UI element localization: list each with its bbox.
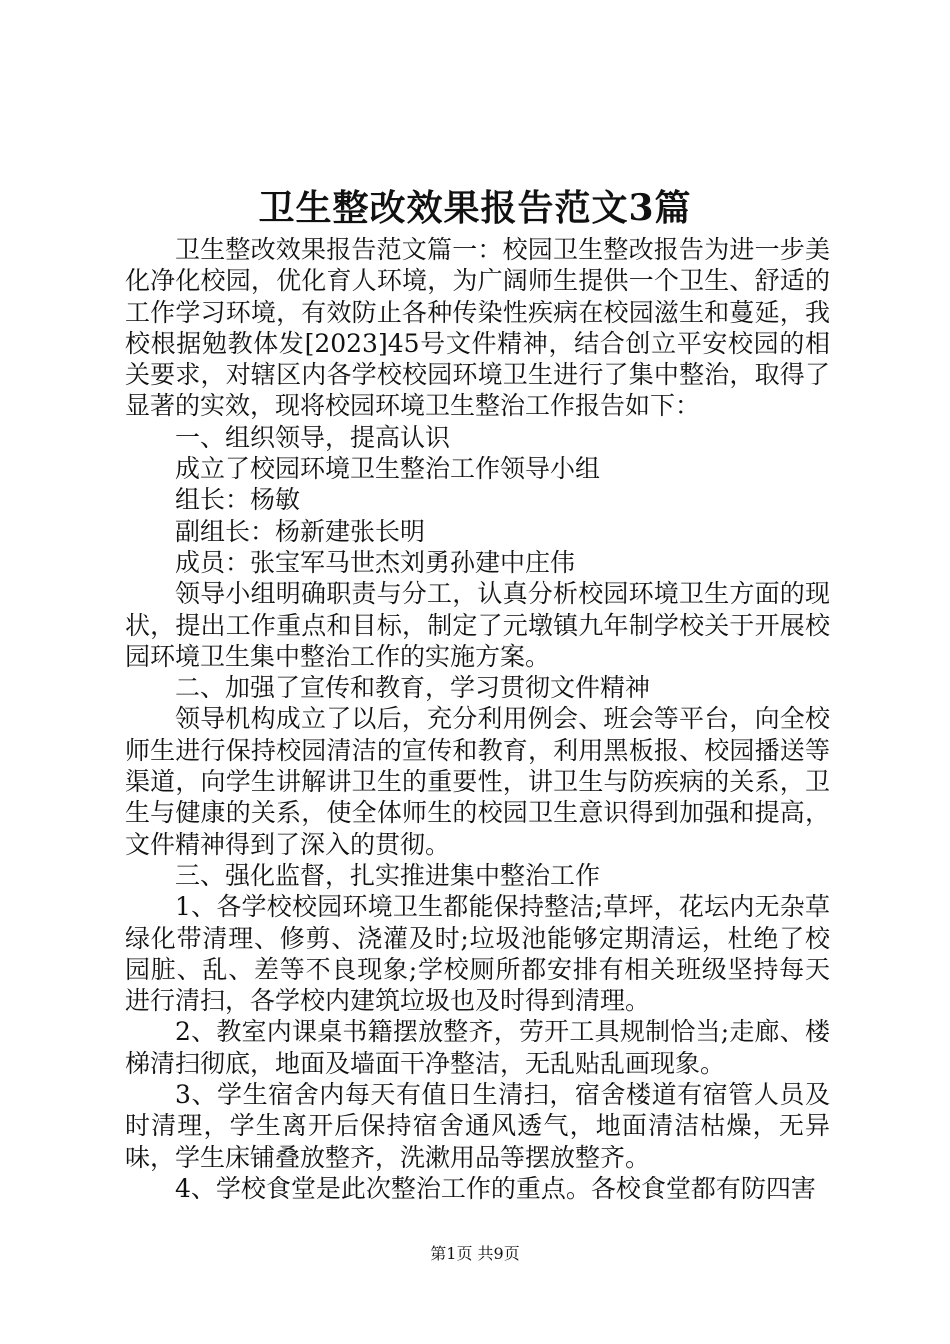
paragraph-item-3: 3、学生宿舍内每天有值日生清扫，宿舍楼道有宿管人员及时清理，学生离开后保持宿舍通风透气，地面清洁枯燥，无异味，学生床铺叠放整齐，洗漱用品等摆放整齐。 <box>125 1080 830 1172</box>
heading-section-2: 二、加强了宣传和教育，学习贯彻文件精神 <box>175 673 651 703</box>
paragraph-deputy-leader: 副组长：杨新建张长明 <box>175 516 426 546</box>
paragraph-publicity: 领导机构成立了以后，充分利用例会、班会等平台，向全校师生进行保持校园清洁的宣传和教育，利用黑板报、校园播送等渠道，向学生讲解讲卫生的重要性，讲卫生与防疾病的关系，卫生与健康的关系，使全体师生的校园卫生意识得到加强和提高，文件精神得到了深入的贯彻。 <box>125 704 830 859</box>
heading-section-1: 一、组织领导，提高认识 <box>175 422 451 452</box>
document-title: 卫生整改效果报告范文3篇 <box>258 187 692 229</box>
page-number-footer: 第1页 共9页 <box>430 1244 520 1263</box>
paragraph-members: 成员：张宝军马世杰刘勇孙建中庄伟 <box>175 547 576 577</box>
document-body <box>125 234 830 1204</box>
paragraph-group-established: 成立了校园环境卫生整治工作领导小组 <box>175 454 601 484</box>
paragraph-intro: 卫生整改效果报告范文篇一：校园卫生整改报告为进一步美化净化校园，优化育人环境，为广阔师生提供一个卫生、舒适的工作学习环境，有效防止各种传染性疾病在校园滋生和蔓延，我校根据勉教体发[2023]45号文件精神，结合创立平安校园的相关要求，对辖区内各学校校园环境卫生进行了集中整治，取得了显著的实效，现将校园环境卫生整治工作报告如下： <box>125 235 830 421</box>
heading-section-3: 三、强化监督，扎实推进集中整治工作 <box>175 860 601 890</box>
paragraph-item-4: 4、学校食堂是此次整治工作的重点。各校食堂都有防四害 <box>175 1173 816 1203</box>
paragraph-item-2: 2、教室内课桌书籍摆放整齐，劳开工具规制恰当;走廊、楼梯清扫彻底，地面及墙面干净整洁，无乱贴乱画现象。 <box>125 1017 830 1078</box>
paragraph-group-leader: 组长：杨敏 <box>175 485 301 515</box>
paragraph-responsibilities: 领导小组明确职责与分工，认真分析校园环境卫生方面的现状，提出工作重点和目标，制定了元墩镇九年制学校关于开展校园环境卫生集中整治工作的实施方案。 <box>125 579 830 671</box>
paragraph-item-1: 1、各学校校园环境卫生都能保持整洁;草坪，花坛内无杂草绿化带清理、修剪、浇灌及时;垃圾池能够定期清运，杜绝了校园脏、乱、差等不良现象;学校厕所都安排有相关班级坚持每天进行清扫，各学校内建筑垃圾也及时得到清理。 <box>125 892 830 1016</box>
